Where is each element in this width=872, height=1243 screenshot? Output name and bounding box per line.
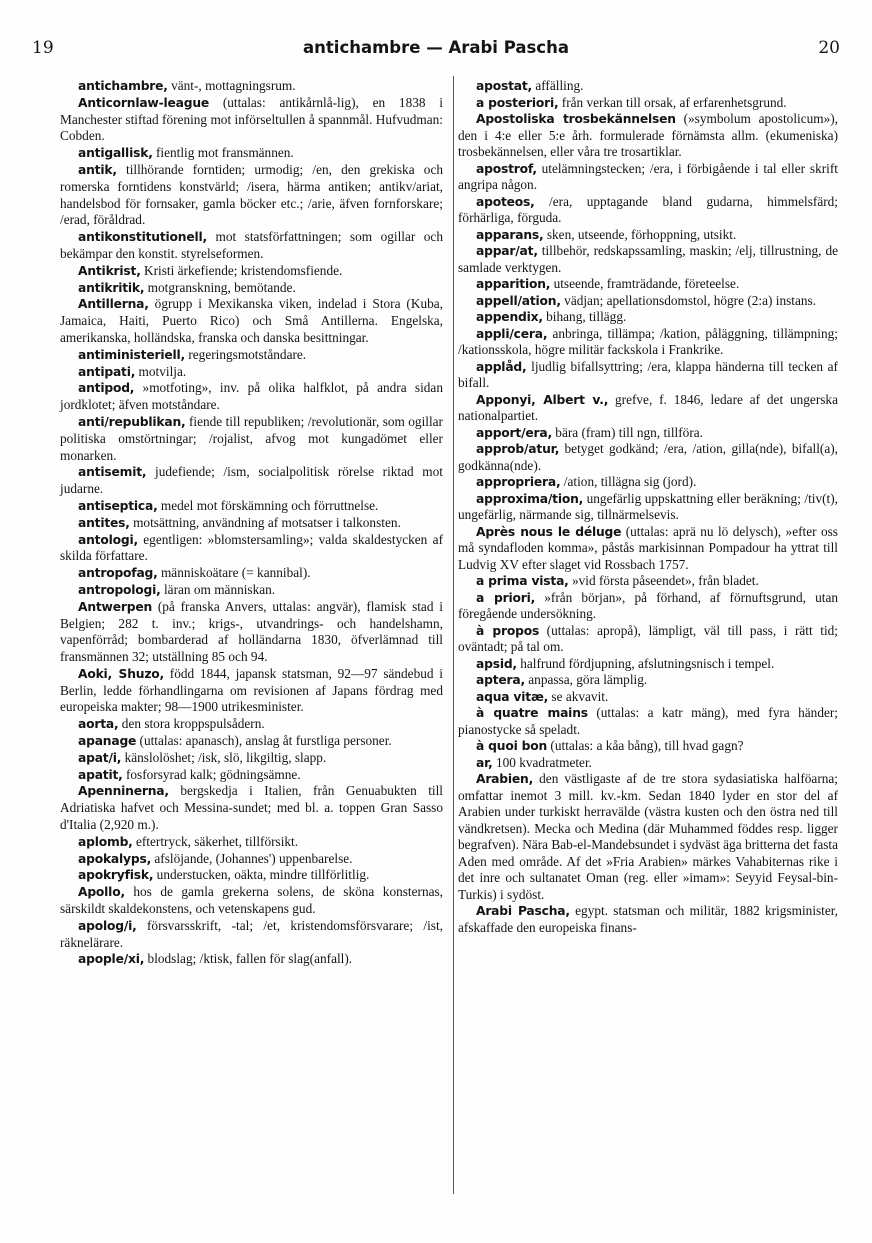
entry-definition: egentligen: »blomstersamling»; valda skaldestycken af skilda författare. <box>60 531 443 564</box>
entry-headword: applåd, <box>476 359 527 374</box>
dictionary-entry <box>458 573 838 590</box>
page-number-right: 20 <box>818 38 840 58</box>
entry-headword: aorta, <box>78 717 119 732</box>
entry-definition: halfrund fördjupning, afslutningsnisch i tempel. <box>516 655 775 671</box>
entry-definition: (på franska Anvers, uttalas: angvär), flamisk stad i Belgien; 282 t. inv.; krigs-, utvandrings- och handelshamn, vapenförråd; bombarderad af holländarna 1830, öfverlämnad till fransmännen 32; utställning 85 och 94. <box>60 598 443 665</box>
entry-definition: medel mot förskämning och förruttnelse. <box>157 497 379 513</box>
dictionary-entry <box>60 498 443 515</box>
dictionary-entry <box>60 783 443 833</box>
running-title: antichambre — Arabi Pascha <box>303 38 569 57</box>
entry-headword: antropologi, <box>78 582 161 597</box>
dictionary-entry <box>60 364 443 381</box>
dictionary-entry <box>458 672 838 689</box>
entry-definition: hos de gamla grekerna solens, de sköna konsternas, särskildt skaldekonstens, och vetenskapens gud. <box>60 884 443 917</box>
dictionary-entry <box>458 441 838 474</box>
dictionary-entry <box>60 347 443 364</box>
entry-headword: antikonstitutionell, <box>78 230 207 245</box>
dictionary-entry <box>60 296 443 346</box>
entry-definition: (uttalas: aprä nu lö delysch), »efter oss må syndafloden komma», påstås markisinnan Pompadour ha yttrat till Ludvig XV efter slaget vid Rossbach 1757. <box>458 523 838 572</box>
entry-headword: antropofag, <box>78 566 158 581</box>
entry-definition: utelämningstecken; /era, i förbigående i tal eller skrift angripa någon. <box>458 160 838 192</box>
entry-headword: appell/ation, <box>476 293 561 308</box>
dictionary-entry <box>458 276 838 293</box>
entry-definition: (uttalas: apanasch), anslag åt furstliga personer. <box>136 733 392 749</box>
entry-definition: (uttalas: a katr mäng), med fyra händer; pianostycke så speladt. <box>458 705 839 737</box>
entry-definition: eftertryck, säkerhet, tillförsikt. <box>132 833 299 849</box>
entry-definition: betyget godkänd; /era, /ation, gilla(nde), bifall(a), godkänna(nde). <box>458 441 838 473</box>
dictionary-entry <box>60 951 443 968</box>
entry-headword: approxima/tion, <box>476 491 584 506</box>
entry-headword: antologi, <box>78 532 138 547</box>
entry-headword: à quatre mains <box>476 706 588 720</box>
dictionary-entry <box>60 78 443 95</box>
entry-definition: bära (fram) till ngn, tillföra. <box>551 424 703 440</box>
dictionary-entry <box>458 590 838 623</box>
entry-headword: antichambre, <box>78 79 168 93</box>
page-header <box>32 38 840 62</box>
entry-definition: sken, utseende, förhoppning, utsikt. <box>543 226 737 242</box>
dictionary-entry <box>60 380 443 414</box>
entry-definition: se akvavit. <box>548 688 609 704</box>
dictionary-entry <box>60 884 443 918</box>
entry-definition: fosforsyrad kalk; gödningsämne. <box>122 766 301 782</box>
entry-definition: ögrupp i Mexikanska viken, indelad i Stora (Kuba, Jamaica, Haiti, Puerto Rico) och Små Antillerna. Engelska, amerikanska, holländska, franska och danska besittningar. <box>60 296 443 345</box>
entry-headword: apople/xi, <box>78 952 145 967</box>
entry-definition: egypt. statsman och militär, 1882 krigsminister, afskaffade den europeiska finans- <box>458 903 838 935</box>
entry-headword: Apponyi, Albert v., <box>476 392 609 407</box>
entry-definition: (uttalas: apropå), lämpligt, väl till pass, i rätt tid; oväntadt; på tal om. <box>458 622 838 654</box>
dictionary-entry <box>458 755 838 772</box>
dictionary-entry <box>60 599 443 666</box>
dictionary-entry <box>60 750 443 767</box>
entry-headword: apolog/i, <box>78 918 137 933</box>
entry-definition: /ation, tillägna sig (jord). <box>560 474 697 489</box>
entry-definition: den stora kroppspulsådern. <box>118 716 265 732</box>
dictionary-entry <box>458 111 838 161</box>
dictionary-entry <box>458 309 838 326</box>
entry-headword: appendix, <box>476 310 543 324</box>
page-number-left: 19 <box>32 38 54 58</box>
entry-definition: motvilja. <box>135 363 187 379</box>
entry-definition: »vid första påseendet», från bladet. <box>568 573 759 588</box>
entry-definition: vänt-, mottagningsrum. <box>167 78 296 93</box>
dictionary-entry <box>458 474 838 491</box>
dictionary-entry <box>458 95 838 112</box>
dictionary-entry <box>458 326 838 359</box>
entry-headword: Apollo, <box>78 885 125 900</box>
dictionary-entry <box>458 243 838 276</box>
dictionary-entry <box>60 145 443 162</box>
dictionary-entry <box>458 738 838 755</box>
entry-headword: antipati, <box>78 364 136 379</box>
dictionary-entry <box>458 656 838 673</box>
entry-headword: Antikrist, <box>78 263 141 278</box>
dictionary-entry <box>60 515 443 532</box>
entry-definition: född 1844, japansk statsman, 92—97 sändebud i Berlin, ledde förhandlingarna om revisionen af Japans fördrag med europeiska makter; 98—1900 utrikesminister. <box>60 665 444 715</box>
dictionary-entry <box>60 851 443 868</box>
entry-headword: aptera, <box>476 673 525 687</box>
left-column <box>60 78 443 968</box>
entry-definition: tillhörande forntiden; urmodig; /en, den grekiska och romerska forntidens konstvärld; /isera, härma antiken; antikv/ariat, handelsbod för fornsaker, gamla böcker etc.; /arie, äfven fornforskare; /erad, föråldrad. <box>60 161 443 228</box>
dictionary-entry <box>458 161 838 194</box>
entry-headword: antites, <box>78 515 130 530</box>
entry-definition: från verkan till orsak, af erfarenhetsgrund. <box>558 94 787 110</box>
entry-headword: a priori, <box>476 590 536 605</box>
entry-definition: understucken, oäkta, mindre tillförlitlig. <box>153 867 370 883</box>
entry-headword: antigallisk, <box>78 146 153 161</box>
entry-definition: mot statsförfattningen; som ogillar och bekämpar den konstit. styrelseformen. <box>60 229 443 261</box>
dictionary-entry <box>60 582 443 599</box>
entry-definition: anbringa, tillämpa; /kation, påläggning, tillämpning; /kationsskola, högre militär fackskola i Frankrike. <box>458 325 838 357</box>
entry-definition: ljudlig bifallsyttring; /era, klappa händerna till tecken af bifall. <box>458 358 838 390</box>
entry-headword: à propos <box>476 623 540 638</box>
entry-headword: apparition, <box>476 277 551 291</box>
entry-headword: Arabien, <box>476 772 534 786</box>
entry-definition: afslöjande, (Johannes') uppenbarelse. <box>151 850 353 866</box>
dictionary-entry <box>60 565 443 582</box>
entry-definition: försvarsskrift, -tal; /et, kristendomsförsvarare; /ist, räknelärare. <box>60 917 443 950</box>
entry-definition: »motfoting», inv. på olika halfklot, på andra sidan jordklotet; äfven motståndare. <box>60 380 443 413</box>
entry-headword: antik, <box>78 162 117 177</box>
entry-definition: /era, upptagande bland gudarna, himmelsfärd; förhärliga, förguda. <box>458 193 838 225</box>
entry-headword: appar/at, <box>476 244 538 258</box>
entry-definition: (uttalas: a kåa bång), till hvad gagn? <box>547 738 744 753</box>
right-column <box>458 78 838 936</box>
entry-headword: apokryfisk, <box>78 868 154 883</box>
dictionary-entry <box>458 689 838 706</box>
entry-headword: apparans, <box>476 227 544 242</box>
dictionary-entry <box>458 194 838 227</box>
dictionary-entry <box>60 733 443 750</box>
dictionary-entry <box>458 392 838 425</box>
entry-headword: Aoki, Shuzo, <box>78 666 165 681</box>
entry-definition: regeringsmotståndare. <box>185 346 307 362</box>
entry-headword: anti/republikan, <box>78 414 186 429</box>
dictionary-entry <box>458 524 838 574</box>
entry-definition: grefve, f. 1846, ledare af det ungerska nationalpartiet. <box>458 391 838 423</box>
entry-definition: (uttalas: antikårnlå-lig), en 1838 i Manchester stiftad förening mot införseltullen å spannmål. Hufvudman: Cobden. <box>60 94 443 144</box>
entry-headword: antiseptica, <box>78 498 158 513</box>
dictionary-entry <box>458 705 838 738</box>
entry-definition: bergskedja i Italien, från Genuabukten till Adriatiska hafvet och Messina-sundet; med bl. a. toppen Gran Sasso d'Italia (2,920 m.). <box>60 783 443 833</box>
entry-definition: tillbehör, redskapssamling, maskin; /elj, tillrustning, de samlade verktygen. <box>458 243 838 275</box>
dictionary-entry <box>458 227 838 244</box>
entry-headword: antisemit, <box>78 465 147 480</box>
dictionary-entry <box>60 95 443 145</box>
entry-headword: ar, <box>476 755 493 770</box>
dictionary-entry <box>458 623 838 656</box>
entry-definition: känslolöshet; /isk, slö, likgiltig, slapp. <box>121 749 327 765</box>
entry-headword: Arabi Pascha, <box>476 904 570 918</box>
entry-headword: Apenninerna, <box>78 784 169 799</box>
entry-definition: blodslag; /ktisk, fallen för slag(anfall). <box>144 951 353 967</box>
entry-definition: utseende, framträdande, företeelse. <box>550 276 740 291</box>
entry-headword: a posteriori, <box>476 95 559 110</box>
entry-headword: à quoi bon <box>476 739 548 753</box>
entry-headword: Antwerpen <box>78 599 153 614</box>
entry-headword: Anticornlaw-league <box>78 95 210 110</box>
entry-definition: motgranskning, bemötande. <box>144 279 296 295</box>
entry-definition: vädjan; apellationsdomstol, högre (2:a) instans. <box>560 292 817 308</box>
dictionary-entry <box>458 78 838 95</box>
entry-headword: antikritik, <box>78 280 145 295</box>
entry-headword: Antillerna, <box>78 297 149 312</box>
dictionary-entry <box>458 425 838 442</box>
entry-headword: apat/i, <box>78 750 122 765</box>
column-divider <box>453 76 454 1194</box>
dictionary-entry <box>60 867 443 884</box>
entry-headword: antipod, <box>78 381 135 396</box>
dictionary-entry <box>60 263 443 280</box>
dictionary-entry <box>60 716 443 733</box>
dictionary-entry <box>60 767 443 784</box>
entry-definition: »från början», på förhand, af förnuftsgrund, utan föregående undersökning. <box>458 589 838 621</box>
entry-headword: appropriera, <box>476 475 561 489</box>
entry-definition: fientlig mot fransmännen. <box>152 145 294 161</box>
entry-headword: appli/cera, <box>476 326 548 341</box>
entry-headword: Apostoliska trosbekännelsen <box>476 112 676 126</box>
dictionary-entry <box>458 359 838 392</box>
entry-headword: apoteos, <box>476 194 535 209</box>
dictionary-entry <box>60 834 443 851</box>
entry-definition: 100 kvadratmeter. <box>492 754 592 770</box>
dictionary-entry <box>60 162 443 229</box>
entry-definition: ungefärlig uppskattning eller beräkning; /tiv(t), ungefärlig, närmande sig, tillnärmelsevis. <box>458 490 838 522</box>
dictionary-entry <box>458 771 838 903</box>
entry-headword: apostat, <box>476 79 532 93</box>
dictionary-entry <box>60 414 443 464</box>
dictionary-entry <box>458 293 838 310</box>
entry-definition: affälling. <box>532 78 584 93</box>
entry-definition: motsättning, användning af motsatser i talkonsten. <box>129 514 401 530</box>
entry-headword: approb/atur, <box>476 442 560 456</box>
dictionary-entry <box>458 491 838 524</box>
entry-definition: läran om människan. <box>160 581 276 597</box>
dictionary-entry <box>458 903 838 936</box>
entry-headword: apport/era, <box>476 425 552 440</box>
dictionary-entry <box>60 666 443 716</box>
entry-headword: antiministeriell, <box>78 347 186 362</box>
entry-headword: apanage <box>78 734 137 749</box>
entry-headword: a prima vista, <box>476 574 569 588</box>
entry-definition: människoätare (= kannibal). <box>157 565 311 581</box>
dictionary-entry <box>60 918 443 952</box>
entry-headword: aqua vitæ, <box>476 689 549 704</box>
entry-headword: apsid, <box>476 656 517 671</box>
entry-definition: (»symbolum apostolicum»), den i 4:e eller 5:e årh. formulerade förnämsta allm. (ekumeniska) trosbekännelsen, eller våra tre trosartiklar. <box>458 111 838 159</box>
entry-headword: apostrof, <box>476 161 537 176</box>
entry-headword: Après nous le déluge <box>476 524 622 539</box>
entry-definition: judefiende; /ism, socialpolitisk rörelse riktad mot judarne. <box>60 464 443 497</box>
dictionary-entry <box>60 532 443 566</box>
entry-headword: apatit, <box>78 767 123 782</box>
dictionary-entry <box>60 280 443 297</box>
dictionary-entry <box>60 464 443 498</box>
entry-definition: fiende till republiken; /revolutionär, som ogillar politiska omstörtningar; /rojalist, afvog mot kungadömet eller monarken. <box>60 413 443 463</box>
dictionary-entry <box>60 229 443 263</box>
entry-headword: apokalyps, <box>78 851 152 866</box>
entry-definition: Kristi ärkefiende; kristendomsfiende. <box>140 262 343 278</box>
entry-headword: aplomb, <box>78 834 133 849</box>
entry-definition: bihang, tillägg. <box>542 309 627 324</box>
entry-definition: anpassa, göra lämplig. <box>524 672 648 687</box>
entry-definition: den västligaste af de tre stora sydasiatiska halföarna; omfattar inemot 3 mill. kv.-km. Sedan 1840 lyder en stor del af Arabien under turkiskt herravälde (västra kusten och den östra ned till vändkretsen). Mecka och Medina (där Muhammed föddes resp. ligger begrafven). Nära Bab-el-Mandebsundet i sydväst äga britterna det fasta Aden med område. Af det »Fria Arabien» märkes Vahabiternas rike i det inre och sultanatet Oman (reg. eller »imam»: Seyyid Feysal-bin-Turkis) i sydöst. <box>458 771 838 902</box>
